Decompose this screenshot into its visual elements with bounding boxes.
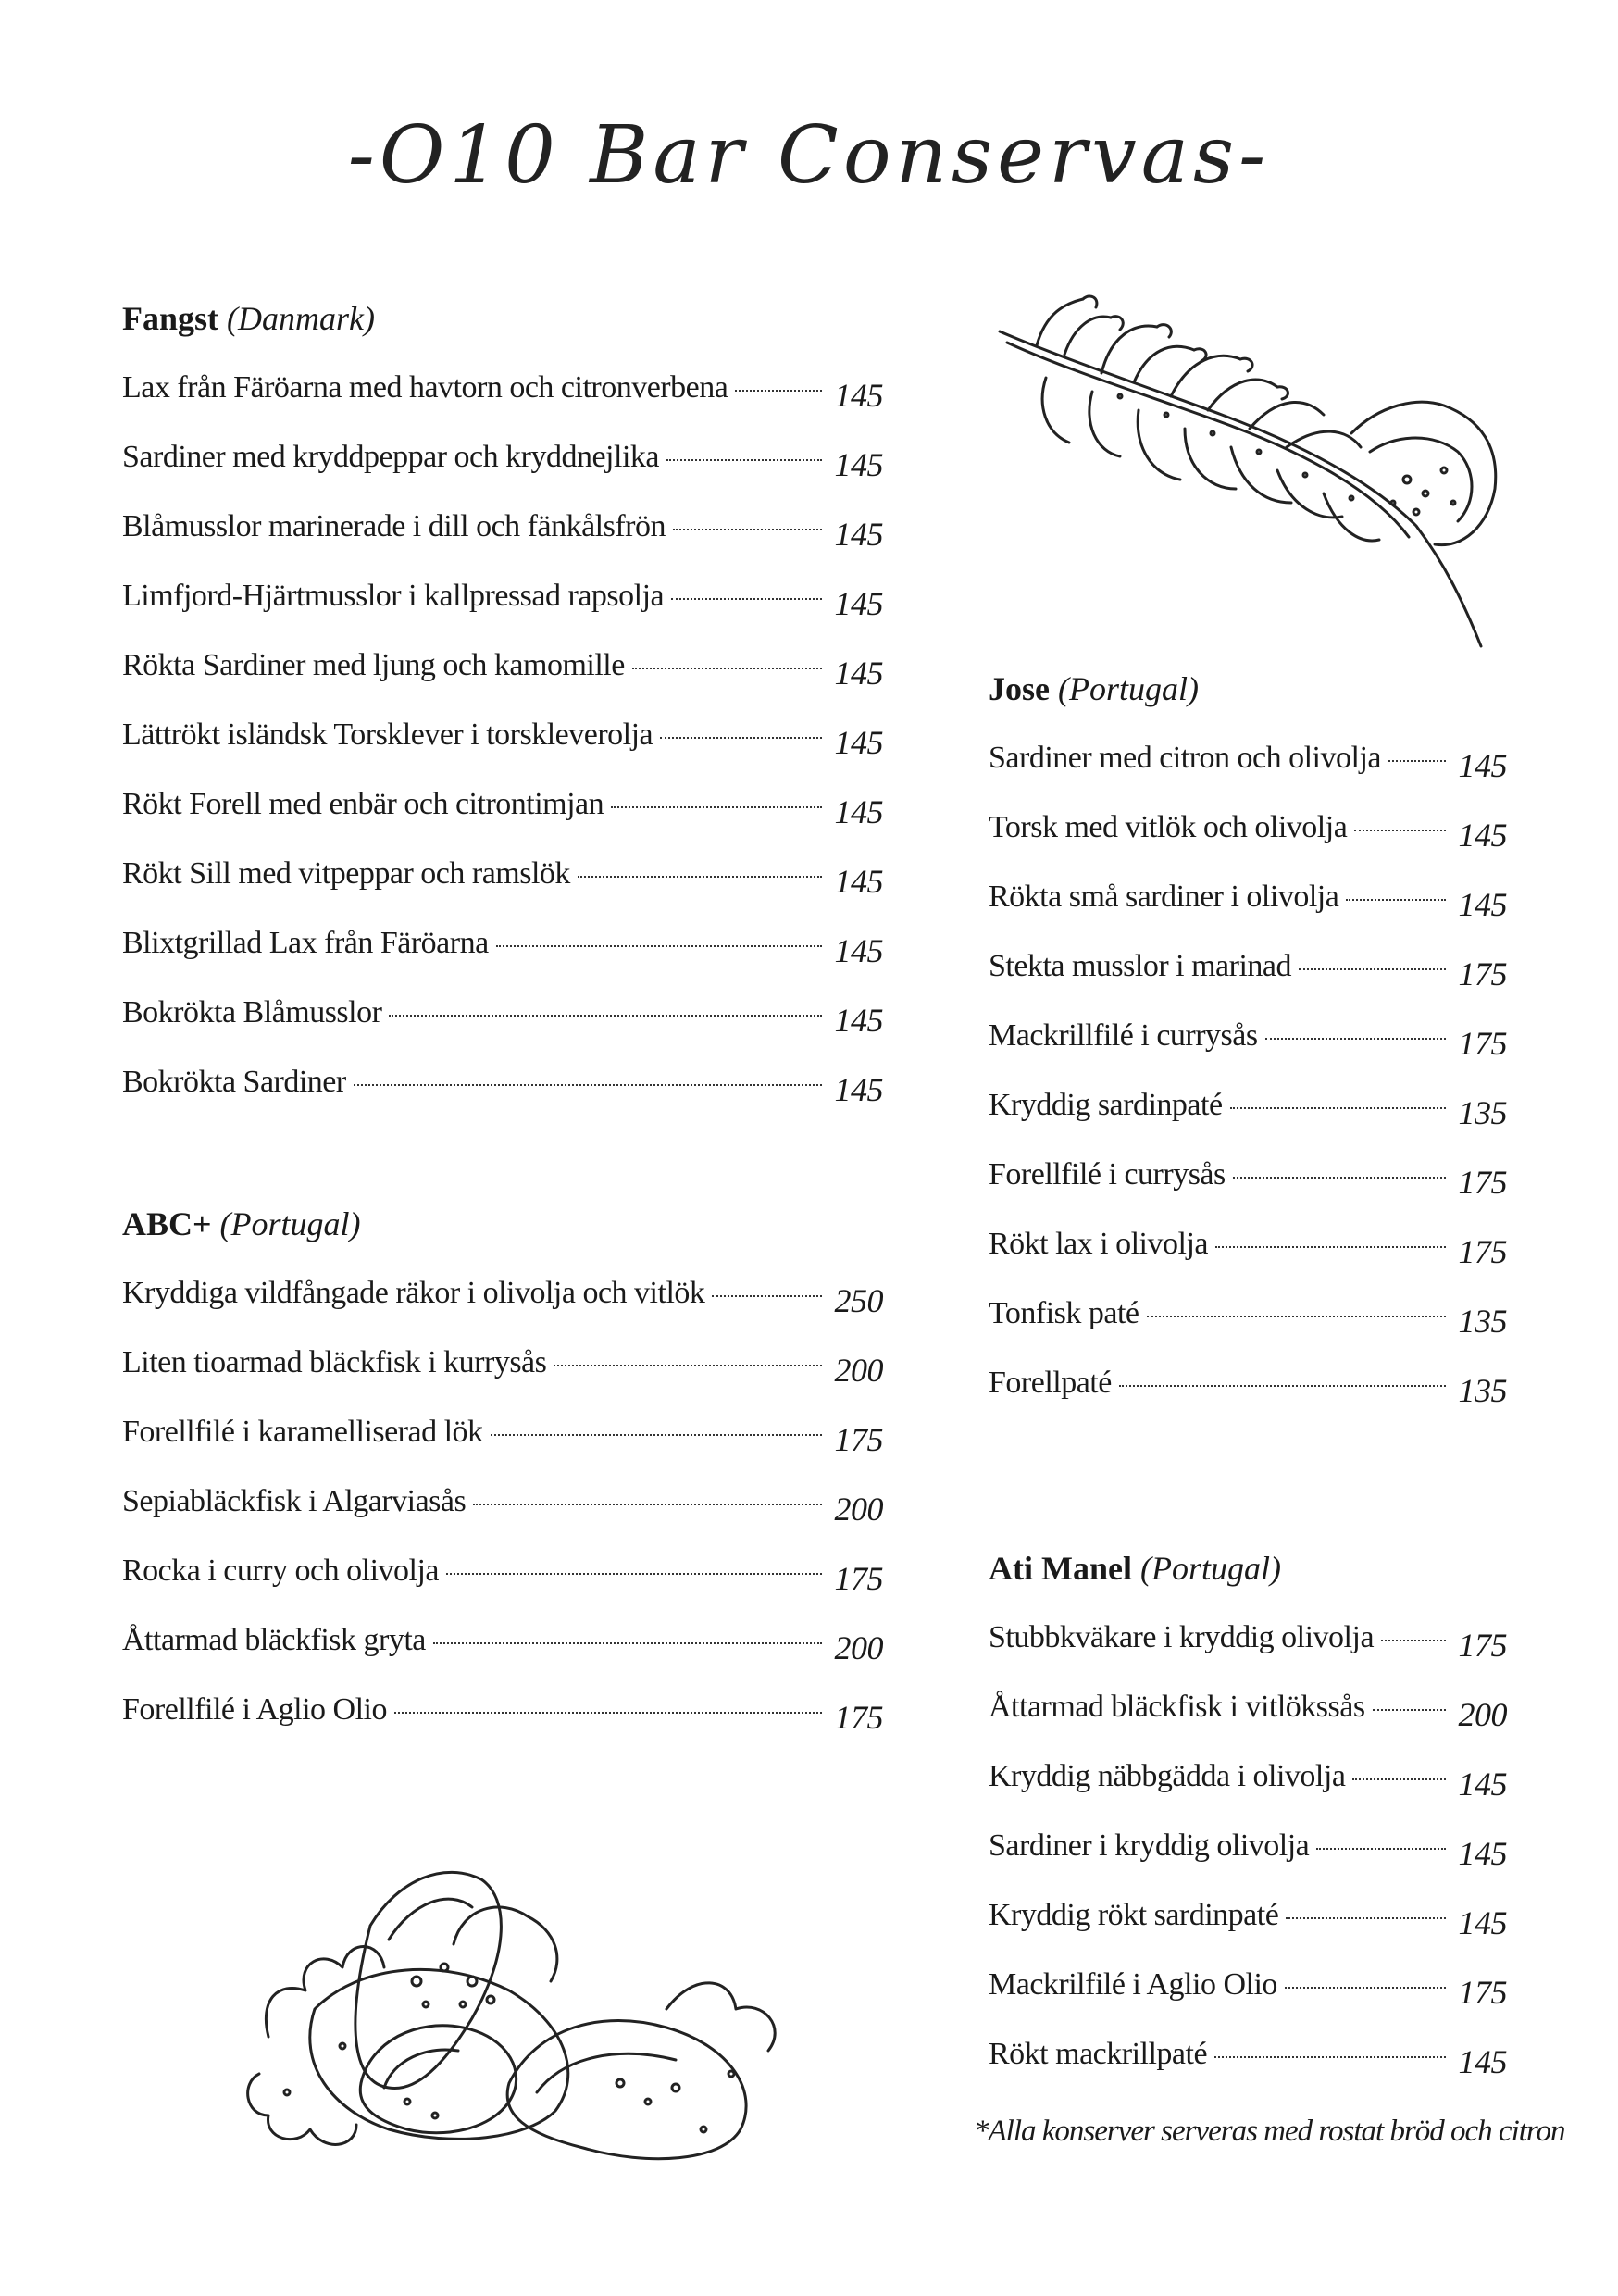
- menu-item: [122, 1411, 883, 1480]
- menu-item: [122, 1341, 883, 1411]
- item-price: 145: [1458, 1904, 1507, 1941]
- dot-leader: [632, 668, 822, 669]
- dot-leader: [1147, 1316, 1446, 1317]
- menu-item: [989, 1154, 1507, 1223]
- item-name: Sardiner med citron och olivolja: [989, 741, 1381, 775]
- item-price: 145: [834, 724, 883, 761]
- dot-leader: [389, 1015, 822, 1017]
- menu-title: -O10 Bar Conservas-: [347, 109, 1271, 202]
- footnote: *Alla konserver serveras med rostat bröd och citron: [974, 2115, 1565, 2148]
- item-price: 175: [1458, 955, 1507, 992]
- dot-leader: [554, 1365, 822, 1366]
- dot-leader: [712, 1295, 822, 1297]
- menu-item: [122, 1689, 883, 1758]
- section-name: Jose: [989, 670, 1050, 707]
- menu-item: [989, 1686, 1507, 1755]
- dot-leader: [354, 1084, 822, 1086]
- dot-leader: [394, 1712, 822, 1714]
- dot-leader: [1265, 1038, 1446, 1040]
- dot-leader: [578, 876, 822, 878]
- item-price: 200: [834, 1352, 883, 1389]
- section-name: Fangst: [122, 300, 219, 337]
- item-name: Sardiner i kryddig olivolja: [989, 1828, 1310, 1863]
- item-price: 145: [1458, 1766, 1507, 1803]
- dot-leader: [673, 529, 822, 530]
- menu-item: [122, 1480, 883, 1550]
- menu-item: [122, 644, 883, 714]
- item-name: Lax från Färöarna med havtorn och citronverbena: [122, 370, 728, 405]
- menu-item: [122, 922, 883, 992]
- item-name: Sepiabläckfisk i Algarviasås: [122, 1484, 467, 1518]
- item-price: 175: [834, 1421, 883, 1458]
- item-name: Limfjord-Hjärtmusslor i kallpressad rapsolja: [122, 579, 665, 613]
- dot-leader: [496, 945, 822, 947]
- item-price: 145: [834, 1071, 883, 1108]
- section-name: ABC+: [122, 1205, 212, 1242]
- item-name: Kryddig näbbgädda i olivolja: [989, 1759, 1346, 1793]
- item-name: Stekta musslor i marinad: [989, 949, 1292, 983]
- seaweed-illustration: [981, 294, 1537, 665]
- menu-item: [989, 1015, 1507, 1084]
- item-name: Kryddig sardinpaté: [989, 1088, 1223, 1122]
- item-name: Forellfilé i karamelliserad lök: [122, 1415, 483, 1449]
- section-fangst: [122, 298, 883, 1130]
- menu-item: [989, 1755, 1507, 1825]
- item-name: Rökt lax i olivolja: [989, 1227, 1208, 1261]
- item-name: Mackrilfilé i Aglio Olio: [989, 1967, 1277, 2002]
- item-name: Kryddig rökt sardinpaté: [989, 1898, 1279, 1932]
- item-price: 175: [834, 1699, 883, 1736]
- item-name: Rökta Sardiner med ljung och kamomille: [122, 648, 625, 682]
- dot-leader: [1352, 1778, 1446, 1780]
- section-heading: [989, 1548, 1507, 1589]
- menu-item: [122, 992, 883, 1061]
- item-name: Kryddiga vildfångade räkor i olivolja och vitlök: [122, 1276, 705, 1310]
- menu-item: [122, 853, 883, 922]
- dot-leader: [491, 1434, 822, 1436]
- dot-leader: [1299, 968, 1446, 970]
- item-price: 145: [834, 932, 883, 969]
- item-price: 135: [1458, 1372, 1507, 1409]
- item-price: 135: [1458, 1094, 1507, 1131]
- menu-item: [122, 1619, 883, 1689]
- menu-item: [989, 1894, 1507, 1964]
- item-price: 200: [1458, 1696, 1507, 1733]
- item-price: 145: [834, 516, 883, 553]
- item-name: Bokrökta Sardiner: [122, 1065, 346, 1099]
- dot-leader: [1381, 1640, 1446, 1641]
- dot-leader: [1215, 1246, 1446, 1248]
- section-origin: (Portugal): [1139, 1550, 1281, 1587]
- dot-leader: [660, 737, 822, 739]
- item-name: Rökt Forell med enbär och citrontimjan: [122, 787, 604, 821]
- item-price: 145: [834, 863, 883, 900]
- section-origin: (Danmark): [227, 300, 375, 337]
- item-price: 200: [834, 1491, 883, 1528]
- item-price: 145: [1458, 886, 1507, 923]
- mussels-illustration: [231, 1852, 805, 2166]
- menu-item: [989, 876, 1507, 945]
- item-price: 175: [834, 1560, 883, 1597]
- menu-item: [122, 505, 883, 575]
- item-price: 145: [834, 793, 883, 830]
- item-name: Rökta små sardiner i olivolja: [989, 880, 1339, 914]
- menu-item: [122, 783, 883, 853]
- menu-item: [122, 436, 883, 505]
- item-name: Bokrökta Blåmusslor: [122, 995, 382, 1029]
- item-name: Tonfisk paté: [989, 1296, 1139, 1330]
- item-price: 145: [834, 1002, 883, 1039]
- section-ati-manel: [989, 1548, 1507, 2103]
- item-name: Forellfilé i Aglio Olio: [122, 1692, 387, 1727]
- menu-item: [989, 1223, 1507, 1292]
- menu-item: [122, 575, 883, 644]
- section-abc: [122, 1204, 883, 1758]
- item-name: Rökt Sill med vitpeppar och ramslök: [122, 856, 570, 891]
- dot-leader: [1373, 1709, 1446, 1711]
- section-origin: (Portugal): [219, 1205, 361, 1242]
- item-price: 175: [1458, 1233, 1507, 1270]
- dot-leader: [1119, 1385, 1446, 1387]
- menu-item: [989, 806, 1507, 876]
- item-price: 200: [834, 1629, 883, 1666]
- dot-leader: [1354, 830, 1446, 831]
- dot-leader: [433, 1642, 822, 1644]
- dot-leader: [611, 806, 822, 808]
- section-jose: [989, 668, 1507, 1431]
- item-price: 175: [1458, 1164, 1507, 1201]
- dot-leader: [446, 1573, 822, 1575]
- item-price: 175: [1458, 1627, 1507, 1664]
- item-price: 145: [834, 585, 883, 622]
- dot-leader: [473, 1504, 822, 1505]
- menu-item: [989, 1292, 1507, 1362]
- dot-leader: [1285, 1987, 1446, 1989]
- menu-item: [122, 714, 883, 783]
- item-name: Rökt mackrillpaté: [989, 2037, 1208, 2071]
- menu-item: [989, 737, 1507, 806]
- section-heading: [989, 668, 1507, 709]
- menu-item: [989, 945, 1507, 1015]
- dot-leader: [1388, 760, 1446, 762]
- menu-item: [989, 1964, 1507, 2033]
- section-heading: [122, 298, 883, 339]
- item-price: 145: [1458, 1835, 1507, 1872]
- menu-item: [989, 1616, 1507, 1686]
- item-price: 175: [1458, 1025, 1507, 1062]
- menu-item: [122, 367, 883, 436]
- item-name: Forellpaté: [989, 1366, 1112, 1400]
- item-price: 145: [834, 446, 883, 483]
- item-name: Lättrökt isländsk Torsklever i torskleverolja: [122, 718, 653, 752]
- item-price: 250: [834, 1282, 883, 1319]
- menu-item: [122, 1061, 883, 1130]
- menu-item: [122, 1272, 883, 1341]
- item-name: Blixtgrillad Lax från Färöarna: [122, 926, 489, 960]
- menu-item: [989, 2033, 1507, 2103]
- section-heading: [122, 1204, 883, 1244]
- dot-leader: [671, 598, 822, 600]
- dot-leader: [1346, 899, 1446, 901]
- section-name: Ati Manel: [989, 1550, 1132, 1587]
- item-price: 175: [1458, 1974, 1507, 2011]
- item-name: Sardiner med kryddpeppar och kryddnejlika: [122, 440, 659, 474]
- menu-item: [989, 1362, 1507, 1431]
- section-origin: (Portugal): [1058, 670, 1199, 707]
- item-price: 145: [1458, 2043, 1507, 2080]
- menu-item: [989, 1825, 1507, 1894]
- item-price: 145: [1458, 817, 1507, 854]
- dot-leader: [1214, 2056, 1446, 2058]
- item-price: 145: [834, 377, 883, 414]
- item-name: Forellfilé i currysås: [989, 1157, 1226, 1192]
- item-price: 135: [1458, 1303, 1507, 1340]
- item-name: Liten tioarmad bläckfisk i kurrysås: [122, 1345, 547, 1379]
- dot-leader: [1286, 1917, 1446, 1919]
- item-name: Stubbkväkare i kryddig olivolja: [989, 1620, 1375, 1654]
- item-price: 145: [1458, 747, 1507, 784]
- item-price: 145: [834, 655, 883, 692]
- item-name: Blåmusslor marinerade i dill och fänkålsfrön: [122, 509, 666, 543]
- dot-leader: [666, 459, 822, 461]
- dot-leader: [1230, 1107, 1446, 1109]
- item-name: Torsk med vitlök och olivolja: [989, 810, 1348, 844]
- item-name: Rocka i curry och olivolja: [122, 1554, 440, 1588]
- dot-leader: [1316, 1848, 1446, 1850]
- menu-item: [989, 1084, 1507, 1154]
- item-name: Åttarmad bläckfisk gryta: [122, 1623, 426, 1657]
- item-name: Åttarmad bläckfisk i vitlökssås: [989, 1690, 1365, 1724]
- menu-item: [122, 1550, 883, 1619]
- dot-leader: [1233, 1177, 1446, 1179]
- item-name: Mackrillfilé i currysås: [989, 1018, 1258, 1053]
- dot-leader: [735, 390, 822, 392]
